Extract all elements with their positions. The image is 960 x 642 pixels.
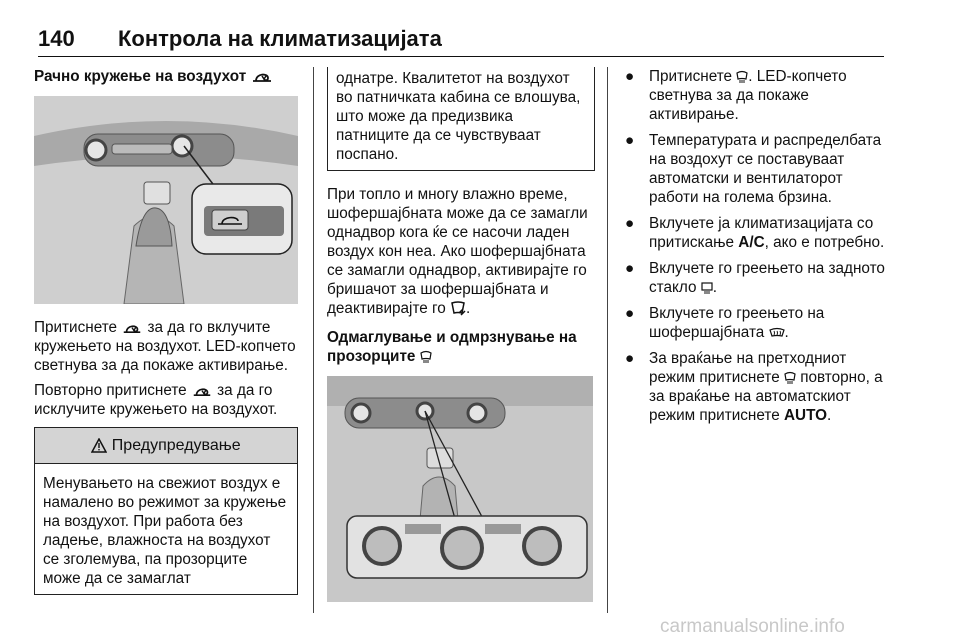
column-divider <box>313 67 314 613</box>
console-illustration <box>34 96 298 304</box>
console-defrost-illustration <box>327 376 593 602</box>
page-number: 140 <box>38 26 75 51</box>
list-item: ● Вклучете го греењето на шофершајбната . <box>625 305 825 341</box>
warning-triangle-icon <box>91 438 107 453</box>
ac-key: A/C <box>738 234 765 251</box>
list-item: ● Вклучете ја климатизацијата со притискање A/C, ако е потребно. <box>625 215 885 251</box>
list-item: ● Притиснете . LED-копчето светнува за да покаже активирање. <box>625 68 847 123</box>
defrost-icon <box>736 70 748 84</box>
section-heading: Рачно кружење на воздухот <box>34 67 298 86</box>
recirculation-icon <box>121 322 143 335</box>
rear-window-heat-icon <box>701 281 713 295</box>
recirculation-icon <box>191 385 213 398</box>
column-divider <box>607 67 608 613</box>
list-item: ● Вклучете го греењето на задното стакло . <box>625 260 885 296</box>
warning-continuation: однатре. Квалитетот на воздухот во патничката кабина се влошува, што може да предизвика патниците да се чувствуваат поспано. <box>327 67 595 171</box>
steps-list <box>623 67 889 425</box>
section-heading: Одмаглување и одмрзнување на прозорците <box>327 329 577 365</box>
column-3 <box>623 67 889 432</box>
list-item: ● Температурата и распределбата на воздохут се поставуваат автоматски и вентилаторот работи на голема брзина. <box>625 132 882 206</box>
windshield-heat-icon <box>769 327 785 340</box>
recirculation-icon <box>250 70 274 84</box>
page-title: Контрола на климатизацијата <box>118 26 442 51</box>
paragraph: Притиснете за да го вклучите кружењето на воздухот. LED-копчето светнува за да покаже активирање. <box>34 319 296 374</box>
warning-box <box>34 427 298 595</box>
warning-title: Предупредување <box>111 437 241 454</box>
warning-header <box>35 428 297 464</box>
warning-text: Менувањето на свежиот воздух е намалено во режимот за кружење на воздухот. При работа без ладење, влажноста на воздухот се зголемува, па прозорците може да се замаглат <box>43 475 287 587</box>
column-1 <box>34 67 298 595</box>
defrost-icon <box>420 350 432 364</box>
windshield-air-icon <box>450 301 466 316</box>
list-item: ● За враќање на претходниот режим притиснете повторно, а за враќање на автоматскиот режим притиснете AUTO. <box>625 350 883 424</box>
auto-key: AUTO <box>783 407 828 424</box>
watermark: carmanualsonline.info <box>660 616 845 637</box>
paragraph: Повторно притиснете за да го исклучите кружењето на воздухот. <box>34 382 278 418</box>
defrost-icon <box>784 371 796 385</box>
paragraph: При топло и многу влажно време, шофершајбната може да се замагли однадвор кога ќе се насочи ладен воздух кон неа. Ако шофершајбната се замагли однадвор, активирајте го бришачот за шофершајбната и деактивирајте го . <box>327 186 588 317</box>
page-header <box>38 26 884 57</box>
column-2 <box>327 67 595 616</box>
